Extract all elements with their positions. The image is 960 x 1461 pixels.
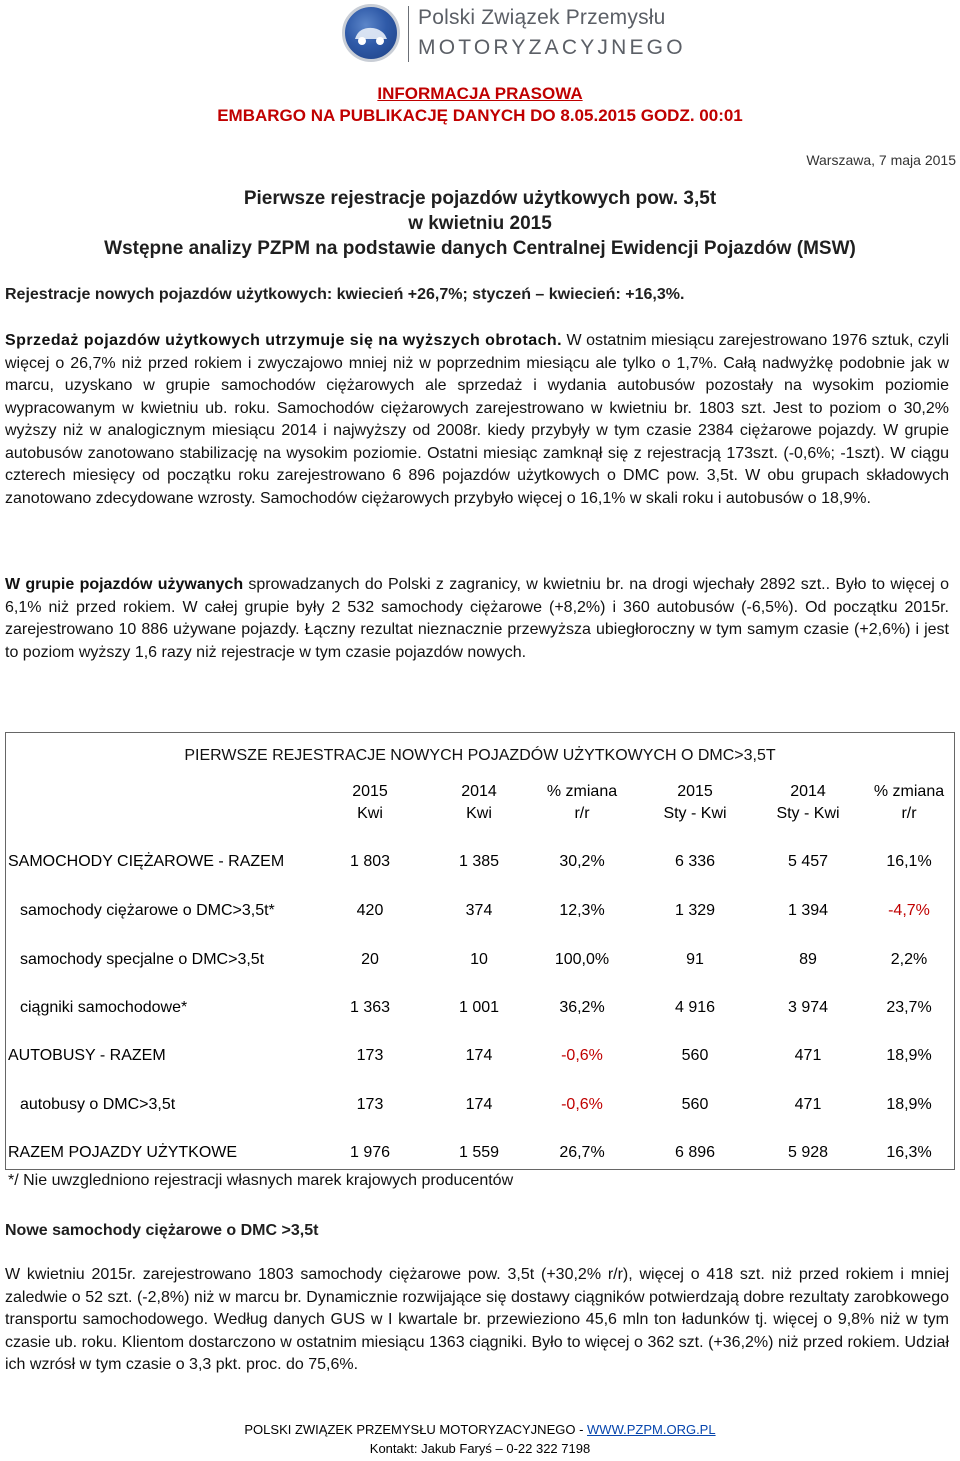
table-row — [6, 902, 954, 926]
cell: 5 457 — [787, 853, 829, 870]
table-row — [6, 1144, 954, 1168]
cell: 1 001 — [458, 999, 500, 1016]
row-label: samochody specjalne o DMC>3,5t — [20, 951, 265, 968]
press-release-title: INFORMACJA PRASOWA — [377, 84, 583, 103]
footer-contact: Kontakt: Jakub Faryś – 0-22 322 7198 — [369, 1441, 591, 1456]
cell: 30,2% — [559, 853, 605, 870]
cell: 420 — [356, 902, 384, 919]
cell: 1 385 — [458, 853, 500, 870]
logo-line1: Polski Związek Przemysłu — [418, 6, 666, 29]
cell: 6 336 — [674, 853, 716, 870]
cell: 173 — [356, 1096, 384, 1113]
row-label: AUTOBUSY - RAZEM — [8, 1047, 166, 1064]
table-row — [6, 1096, 954, 1120]
footer-website-link[interactable]: WWW.PZPM.ORG.PL — [587, 1422, 716, 1437]
paragraph-trucks: W kwietniu 2015r. zarejestrowano 1803 samochody ciężarowe pow. 3,5t (+30,2% r/r), więcej o 418 szt. niż przed rokiem i mniej zaledwie o 52 szt. (-2,8%) niż w marcu br. Dynamicznie rozwijające się dostawy ciągników potwierdzają dobre rezultaty zarobkowego transportu samochodowego. Według danych GUS w I kwartale br. przewieziono 45,6 mln ton ładunków tj. więcej o 9,8% niż w tym czasie ub. roku. Klientom dostarczono w ostatnim miesiącu 1363 ciągniki. Było to więcej o 362 szt. (+36,2%) niż przed rokiem. Udział ich wzrósł w tym czasie o 3,3 pkt. proc. do 75,6%. — [5, 1266, 949, 1373]
cell: 173 — [356, 1047, 384, 1064]
cell: 1 329 — [674, 902, 716, 919]
pzpm-logo — [342, 4, 686, 68]
main-title-line2: w kwietniu 2015 — [408, 213, 552, 234]
cell: -0,6% — [561, 1096, 603, 1113]
row-label: ciągniki samochodowe* — [20, 999, 188, 1016]
paragraph-new-vehicles-text: W ostatnim miesiącu zarejestrowano 1976 sztuk, czyli więcej o 26,7% niż przed rokiem i zwyczajowo mniej niż w poprzednim miesiącu ale tylko o 1,7%. Całą nadwyżkę podobnie jak w marcu, uzyskano w grupie samochodów ciężarowych ale sprzedaż i wydania autobusów pozostały na wysokim poziomie wypracowanym w kwietniu ub. roku. Samochodów ciężarowych zarejestrowano w kwietniu br. 1803 szt. Jest to poziom o 30,2% wyższy niż w analogicznym miesiącu 2014 i najwyższy od 2008r. kiedy przybyły w tym czasie 2384 ciężarowe pojazdy. W grupie autobusów zanotowano stabilizację na wysokim poziomie. Ostatni miesiąc zamknął się z rejestracją 173szt. (-0,6%; -1szt). W ciągu czterech miesięcy od początku roku zarejestrowano 6 896 pojazdów użytkowych o DMC pow. 3,5t. W obu grupach składowych zanotowano zdecydowane wzrosty. Samochodów ciężarowych przybyło więcej o 16,1% w skali roku i autobusów o 18,9%. — [5, 332, 950, 507]
cell: 23,7% — [886, 999, 932, 1016]
paragraph-new-vehicles-bold: Sprzedaż pojazdów użytkowych utrzymuje się na wyższych obrotach. — [5, 332, 563, 349]
cell: 16,3% — [886, 1144, 932, 1161]
paragraph-used-vehicles — [5, 574, 949, 664]
cell: 6 896 — [674, 1144, 716, 1161]
cell: 20 — [361, 951, 379, 968]
cell: 12,3% — [559, 902, 605, 919]
cell: 4 916 — [674, 999, 716, 1016]
footer-org — [0, 1422, 960, 1437]
cell: 3 974 — [787, 999, 829, 1016]
lead-summary: Rejestracje nowych pojazdów użytkowych: kwiecień +26,7%; styczeń – kwiecień: +16,3%. — [5, 286, 685, 303]
table-row — [6, 853, 954, 877]
cell: 174 — [465, 1047, 493, 1064]
paragraph-used-vehicles-bold: W grupie pojazdów używanych — [5, 576, 244, 593]
table-title: PIERWSZE REJESTRACJE NOWYCH POJAZDÓW UŻYTKOWYCH O DMC>3,5T — [184, 747, 776, 764]
col-header: % zmiana r/r — [873, 783, 945, 822]
cell: 5 928 — [787, 1144, 829, 1161]
table-row — [6, 951, 954, 975]
embargo-notice: EMBARGO NA PUBLIKACJĘ DANYCH DO 8.05.2015 GODZ. 00:01 — [217, 106, 743, 125]
paragraph-used-vehicles-text: sprowadzanych do Polski z zagranicy, w kwietniu br. na drogi wjechały 2892 szt.. Było to więcej o 6,1% niż przed rokiem. W całej grupie były 2 532 samochody ciężarowe (+8,2%) i 360 autobusów (-6,5%). Od początku 2015r. zarejestrowano 10 886 używane pojazdy. Łączny rezultat nieznacznie przewyższa ubiegłoroczny w tym samym czasie (+2,6%) i jest to poziom wyższy 1,6 razy niż rejestracje w tym czasie pojazdów nowych. — [5, 576, 950, 661]
cell: 36,2% — [559, 999, 605, 1016]
cell: 16,1% — [886, 853, 932, 870]
cell: 471 — [794, 1096, 822, 1113]
col-header: 2014 Sty - Kwi — [776, 783, 840, 822]
logo-line2: MOTORYZACYJNEGO — [418, 36, 686, 59]
row-label: SAMOCHODY CIĘŻAROWE - RAZEM — [8, 853, 285, 870]
row-label: autobusy o DMC>3,5t — [20, 1096, 176, 1113]
cell: 1 803 — [349, 853, 391, 870]
cell: 91 — [686, 951, 704, 968]
pzpm-emblem-icon — [342, 4, 400, 62]
col-header: % zmiana r/r — [546, 783, 618, 822]
table-row — [6, 1047, 954, 1071]
registrations-table — [5, 732, 955, 1170]
release-date: Warszawa, 7 maja 2015 — [806, 152, 956, 168]
row-label: RAZEM POJAZDY UŻYTKOWE — [8, 1144, 238, 1161]
cell: 560 — [681, 1096, 709, 1113]
cell: 26,7% — [559, 1144, 605, 1161]
col-header: 2014 Kwi — [461, 783, 497, 822]
cell: 89 — [799, 951, 817, 968]
cell: 1 363 — [349, 999, 391, 1016]
cell: 174 — [465, 1096, 493, 1113]
main-title-line1: Pierwsze rejestracje pojazdów użytkowych pow. 3,5t — [243, 188, 717, 209]
cell: 18,9% — [886, 1096, 932, 1113]
col-header: 2015 Kwi — [352, 783, 388, 822]
cell: -4,7% — [888, 902, 930, 919]
paragraph-new-vehicles — [5, 330, 949, 510]
cell: 471 — [794, 1047, 822, 1064]
section-heading-trucks: Nowe samochody ciężarowe o DMC >3,5t — [5, 1222, 319, 1239]
main-title-line3: Wstępne analizy PZPM na podstawie danych Centralnej Ewidencji Pojazdów (MSW) — [104, 238, 856, 259]
cell: -0,6% — [561, 1047, 603, 1064]
cell: 18,9% — [886, 1047, 932, 1064]
cell: 10 — [470, 951, 488, 968]
logo-divider — [408, 6, 409, 62]
cell: 100,0% — [554, 951, 610, 968]
cell: 560 — [681, 1047, 709, 1064]
cell: 2,2% — [890, 951, 928, 968]
footer-org-name: POLSKI ZWIĄZEK PRZEMYSŁU MOTORYZACYJNEGO - — [244, 1422, 588, 1437]
cell: 1 976 — [349, 1144, 391, 1161]
cell: 1 559 — [458, 1144, 500, 1161]
table-row — [6, 999, 954, 1023]
row-label: samochody ciężarowe o DMC>3,5t* — [20, 902, 275, 919]
table-footnote: */ Nie uwzgledniono rejestracji własnych marek krajowych producentów — [8, 1172, 514, 1189]
cell: 374 — [465, 902, 493, 919]
col-header: 2015 Sty - Kwi — [663, 783, 727, 822]
cell: 1 394 — [787, 902, 829, 919]
